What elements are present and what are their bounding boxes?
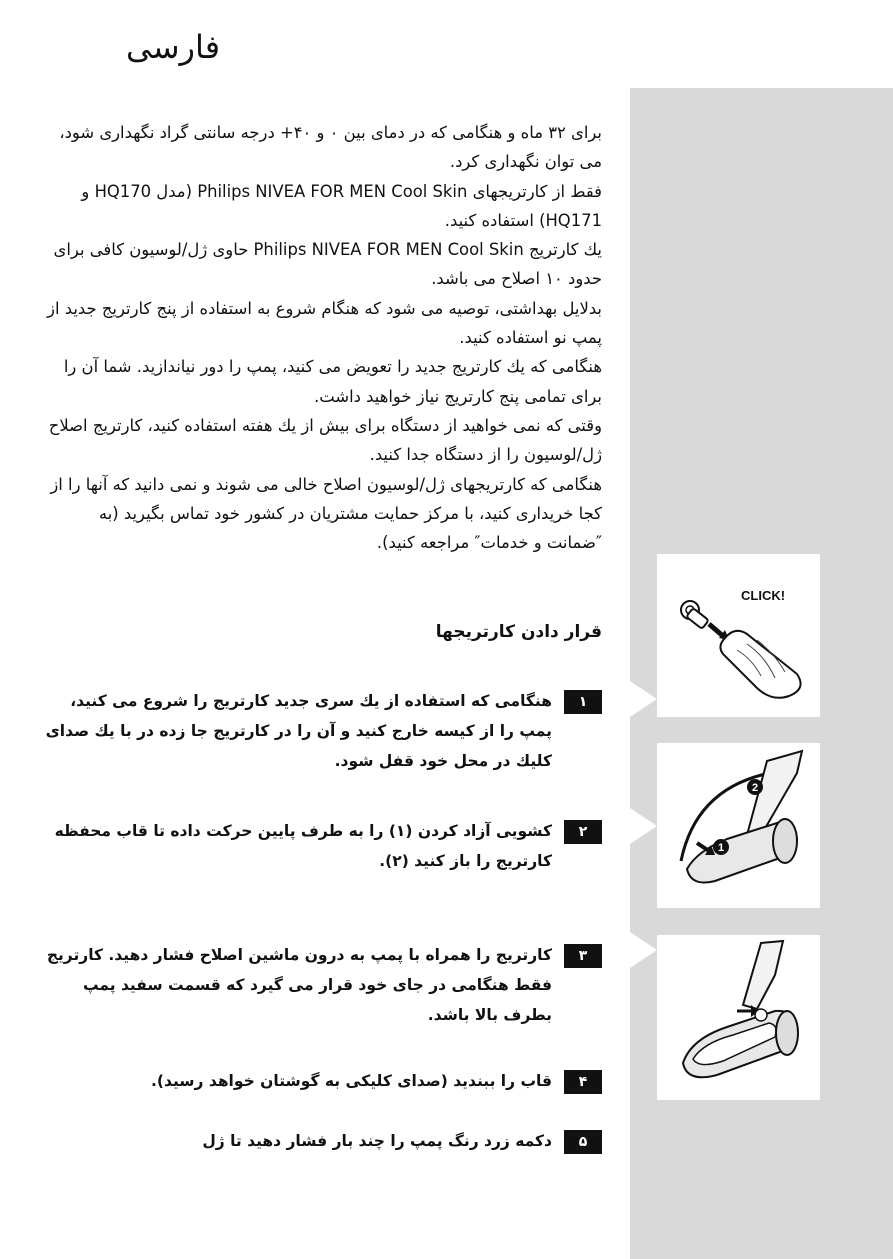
intro-paragraph: فقط از کارتریجهای Philips NIVEA FOR MEN Cool Skin (مدل HQ170 و HQ171) استفاده کنید. bbox=[81, 181, 602, 230]
intro-paragraph: برای ۳۲ ماه و هنگامی که در دمای بین ۰ و ۴۰+ درجه سانتی گراد نگهداری شود، می توان نگهداری کرد. bbox=[59, 123, 602, 172]
intro-paragraph: وقتی که نمی خواهید از دستگاه برای بیش از یك هفته استفاده کنید، کارتریج اصلاح ژل/لوسیون را از دستگاه جدا کنید. bbox=[48, 415, 602, 465]
step-2 bbox=[40, 816, 602, 876]
intro-paragraph: هنگامی که کارتریجهای ژل/لوسیون اصلاح خالی می شوند و نمی دانید که آنها را از کجا خریداری کنید، با مرکز حمایت مشتریان در کشور خود تماس بگیرید (به ″ضمانت و خدمات″ مراجعه کنید). bbox=[50, 474, 602, 553]
section-heading: قرار دادن کارتریجها bbox=[435, 622, 602, 642]
intro-paragraph: بدلایل بهداشتی، توصیه می شود که هنگام شروع به استفاده از پنج کارتریج جدید از پمپ نو استفاده کنید. bbox=[47, 298, 602, 348]
figure-insert-cartridge bbox=[657, 935, 820, 1100]
step-5 bbox=[40, 1126, 602, 1156]
step-text: کشویی آزاد کردن (۱) را به طرف پایین حرکت داده تا قاب محفظه کارتریج را باز کنید (۲). bbox=[54, 822, 552, 870]
step-4 bbox=[40, 1066, 602, 1096]
insert-cartridge-illustration bbox=[657, 935, 820, 1100]
pump-cartridge-illustration bbox=[657, 554, 820, 717]
figure-pointer bbox=[630, 681, 657, 717]
step-text: دکمه زرد رنگ پمپ را چند بار فشار دهید تا ژل bbox=[202, 1132, 552, 1150]
step-number: ۳ bbox=[564, 944, 602, 968]
step-number: ۵ bbox=[564, 1130, 602, 1154]
figure-pointer bbox=[630, 808, 657, 844]
figure-open-cover bbox=[657, 743, 820, 908]
marker-one: 1 bbox=[717, 842, 725, 854]
step-text: کارتریج را همراه با پمپ به درون ماشین اصلاح فشار دهید. کارتریج فقط هنگامی در جای خود قرار می گیرد که قسمت سفید پمپ بطرف بالا باشد. bbox=[46, 946, 552, 1024]
open-cover-illustration bbox=[657, 743, 820, 908]
step-number: ۱ bbox=[564, 690, 602, 714]
intro-paragraph: یك کارتریج Philips NIVEA FOR MEN Cool Skin حاوی ژل/لوسیون کافی برای حدود ۱۰ اصلاح می باشد. bbox=[53, 240, 602, 289]
step-text: قاب را ببندید (صدای کلیکی به گوشتان خواهد رسید). bbox=[151, 1072, 552, 1090]
step-1 bbox=[40, 686, 602, 776]
figure-pump-click bbox=[657, 554, 820, 717]
figure-pointer bbox=[630, 932, 657, 968]
language-title: فارسی bbox=[126, 28, 220, 66]
intro-paragraph: هنگامی که یك کارتریج جدید را تعویض می کنید، پمپ را دور نیاندازید. شما آن را برای تمامی پنج کارتریج نیاز خواهید داشت. bbox=[63, 357, 602, 406]
step-number: ۲ bbox=[564, 820, 602, 844]
step-number: ۴ bbox=[564, 1070, 602, 1094]
step-text: هنگامی که استفاده از یك سری جدید کارتریج را شروع می کنید، پمپ را از کیسه خارج کنید و آن را در کارتریج جا زده در با یك صدای کلیك در محل خود قفل شود. bbox=[45, 692, 552, 770]
intro-text bbox=[40, 118, 602, 557]
marker-two: 2 bbox=[751, 782, 759, 794]
click-label: CLICK! bbox=[741, 588, 786, 603]
step-3 bbox=[40, 940, 602, 1030]
